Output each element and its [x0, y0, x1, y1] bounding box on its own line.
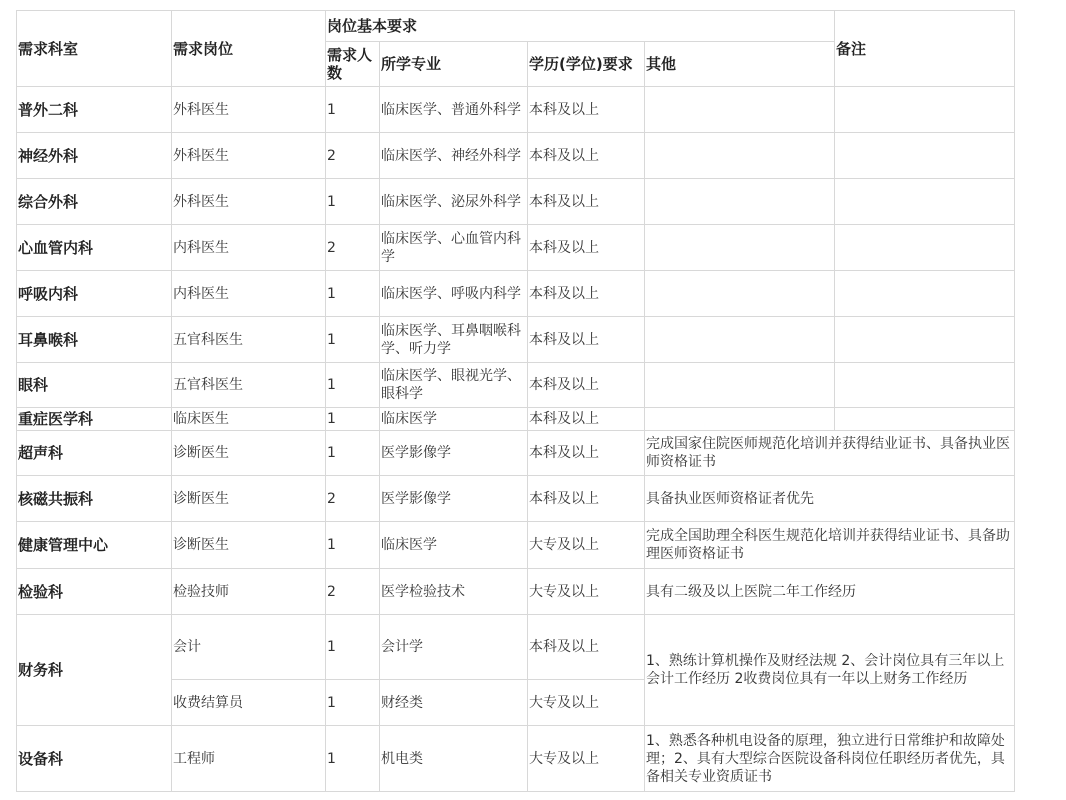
dept-cell: 眼科 [17, 363, 172, 408]
education-cell: 本科及以上 [528, 431, 645, 476]
remark-cell [835, 408, 1015, 431]
dept-cell: 超声科 [17, 431, 172, 476]
position-cell: 五官科医生 [172, 317, 326, 363]
major-cell: 临床医学、心血管内科学 [380, 225, 528, 271]
position-cell: 检验技师 [172, 569, 326, 615]
dept-cell: 核磁共振科 [17, 476, 172, 522]
header-other: 其他 [645, 42, 835, 87]
header-dept: 需求科室 [17, 11, 172, 87]
dept-cell: 重症医学科 [17, 408, 172, 431]
other-cell [645, 133, 835, 179]
table-row [17, 363, 1015, 408]
remark-cell [835, 225, 1015, 271]
education-cell: 本科及以上 [528, 271, 645, 317]
table-row [17, 431, 1015, 476]
position-cell: 收费结算员 [172, 680, 326, 726]
count-cell: 1 [326, 179, 380, 225]
count-cell: 1 [326, 615, 380, 680]
other-cell [645, 225, 835, 271]
other-cell [645, 363, 835, 408]
major-cell: 临床医学 [380, 408, 528, 431]
table-row [17, 408, 1015, 431]
table-row [17, 615, 1015, 680]
remark-cell [835, 317, 1015, 363]
table-row [17, 317, 1015, 363]
table-row [17, 179, 1015, 225]
table-row [17, 726, 1015, 792]
education-cell: 大专及以上 [528, 680, 645, 726]
other-cell: 完成国家住院医师规范化培训并获得结业证书、具备执业医师资格证书 [645, 431, 1015, 476]
header-remark: 备注 [835, 11, 1015, 87]
remark-cell [835, 87, 1015, 133]
major-cell: 医学检验技术 [380, 569, 528, 615]
major-cell: 财经类 [380, 680, 528, 726]
count-cell: 2 [326, 569, 380, 615]
major-cell: 临床医学、眼视光学、 眼科学 [380, 363, 528, 408]
count-cell: 1 [326, 363, 380, 408]
other-cell [645, 179, 835, 225]
other-cell [645, 317, 835, 363]
dept-cell: 综合外科 [17, 179, 172, 225]
header-major: 所学专业 [380, 42, 528, 87]
major-cell: 临床医学、呼吸内科学 [380, 271, 528, 317]
education-cell: 本科及以上 [528, 133, 645, 179]
position-cell: 内科医生 [172, 271, 326, 317]
major-cell: 医学影像学 [380, 476, 528, 522]
education-cell: 大专及以上 [528, 569, 645, 615]
other-cell: 1、熟练计算机操作及财经法规 2、会计岗位具有三年以上会计工作经历 2收费岗位具有一年以上财务工作经历 [645, 615, 1015, 726]
remark-cell [835, 271, 1015, 317]
major-cell: 临床医学、普通外科学 [380, 87, 528, 133]
other-cell: 具有二级及以上医院二年工作经历 [645, 569, 1015, 615]
major-cell: 临床医学、泌尿外科学 [380, 179, 528, 225]
count-cell: 2 [326, 476, 380, 522]
dept-cell: 耳鼻喉科 [17, 317, 172, 363]
dept-cell: 检验科 [17, 569, 172, 615]
education-cell: 本科及以上 [528, 476, 645, 522]
other-cell: 完成全国助理全科医生规范化培训并获得结业证书、具备助理医师资格证书 [645, 522, 1015, 569]
table-row [17, 476, 1015, 522]
major-cell: 临床医学、耳鼻咽喉科学、听力学 [380, 317, 528, 363]
education-cell: 本科及以上 [528, 87, 645, 133]
count-cell: 1 [326, 522, 380, 569]
count-cell: 1 [326, 726, 380, 792]
count-cell: 1 [326, 87, 380, 133]
position-cell: 内科医生 [172, 225, 326, 271]
dept-cell: 神经外科 [17, 133, 172, 179]
major-cell: 会计学 [380, 615, 528, 680]
dept-cell: 心血管内科 [17, 225, 172, 271]
table-row [17, 133, 1015, 179]
education-cell: 大专及以上 [528, 726, 645, 792]
count-cell: 1 [326, 680, 380, 726]
table-row [17, 522, 1015, 569]
header-education: 学历(学位)要求 [528, 42, 645, 87]
position-cell: 工程师 [172, 726, 326, 792]
count-cell: 2 [326, 133, 380, 179]
dept-cell: 财务科 [17, 615, 172, 726]
count-cell: 1 [326, 408, 380, 431]
position-cell: 诊断医生 [172, 522, 326, 569]
major-cell: 临床医学 [380, 522, 528, 569]
count-cell: 1 [326, 271, 380, 317]
major-cell: 临床医学、神经外科学 [380, 133, 528, 179]
dept-cell: 健康管理中心 [17, 522, 172, 569]
education-cell: 本科及以上 [528, 225, 645, 271]
table-row [17, 271, 1015, 317]
recruitment-table [16, 10, 1015, 792]
header-position: 需求岗位 [172, 11, 326, 87]
other-cell: 1、熟悉各种机电设备的原理，独立进行日常维护和故障处理；2、具有大型综合医院设备科岗位任职经历者优先，具备相关专业资质证书 [645, 726, 1015, 792]
remark-cell [835, 133, 1015, 179]
count-cell: 1 [326, 431, 380, 476]
table-row [17, 225, 1015, 271]
education-cell: 本科及以上 [528, 363, 645, 408]
table-row [17, 87, 1015, 133]
position-cell: 五官科医生 [172, 363, 326, 408]
header-basic-requirements: 岗位基本要求 [326, 11, 835, 42]
remark-cell [835, 179, 1015, 225]
education-cell: 本科及以上 [528, 317, 645, 363]
count-cell: 1 [326, 317, 380, 363]
table-row [17, 569, 1015, 615]
remark-cell [835, 363, 1015, 408]
count-cell: 2 [326, 225, 380, 271]
position-cell: 外科医生 [172, 179, 326, 225]
position-cell: 外科医生 [172, 87, 326, 133]
dept-cell: 普外二科 [17, 87, 172, 133]
education-cell: 本科及以上 [528, 615, 645, 680]
position-cell: 诊断医生 [172, 476, 326, 522]
education-cell: 本科及以上 [528, 179, 645, 225]
header-count: 需求人数 [326, 42, 380, 87]
education-cell: 大专及以上 [528, 522, 645, 569]
dept-cell: 设备科 [17, 726, 172, 792]
position-cell: 诊断医生 [172, 431, 326, 476]
other-cell: 具备执业医师资格证者优先 [645, 476, 1015, 522]
other-cell [645, 271, 835, 317]
education-cell: 本科及以上 [528, 408, 645, 431]
position-cell: 会计 [172, 615, 326, 680]
major-cell: 机电类 [380, 726, 528, 792]
position-cell: 临床医生 [172, 408, 326, 431]
other-cell [645, 87, 835, 133]
major-cell: 医学影像学 [380, 431, 528, 476]
dept-cell: 呼吸内科 [17, 271, 172, 317]
other-cell [645, 408, 835, 431]
position-cell: 外科医生 [172, 133, 326, 179]
